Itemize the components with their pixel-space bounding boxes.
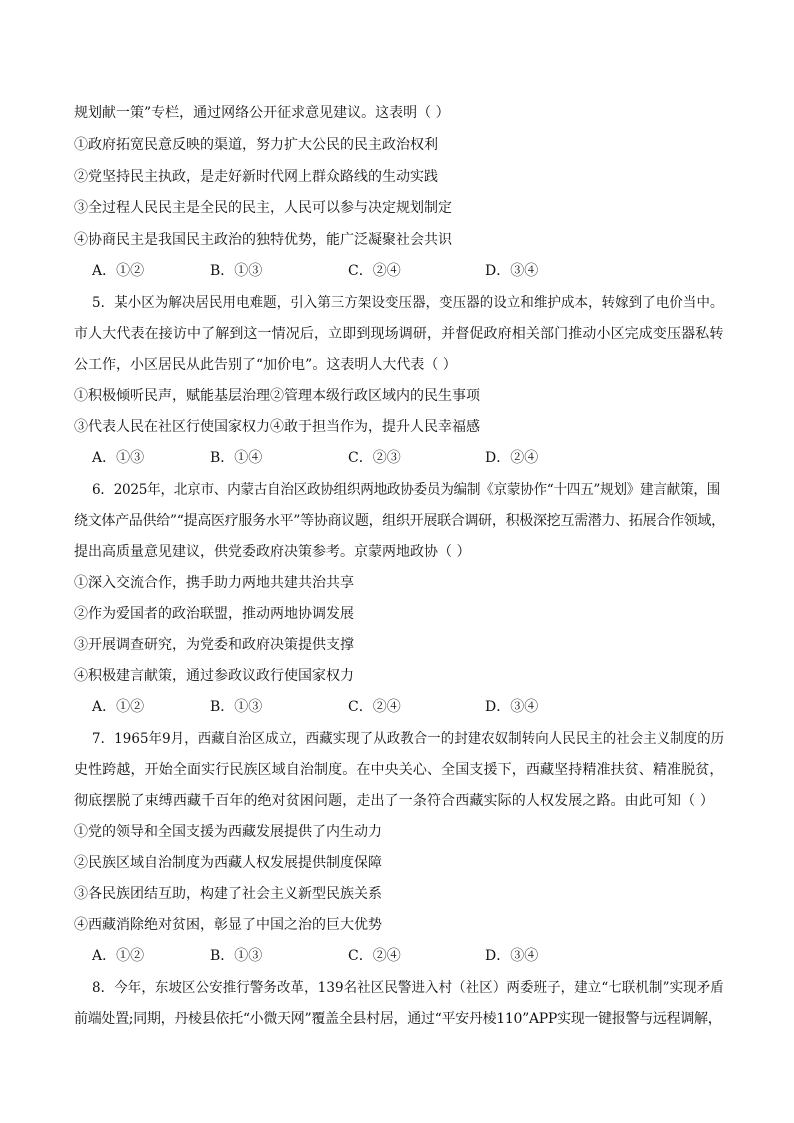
statement-3: ③开展调查研究，为党委和政府决策提供支撑 — [74, 637, 354, 653]
statement-4: ④西藏消除绝对贫困，彰显了中国之治的巨大优势 — [74, 917, 382, 933]
question-4-stem: 规划献一策”专栏，通过网络公开征求意见建议。这表明（ ） — [74, 105, 450, 121]
statement-3-4: ③代表人民在社区行使国家权力④敢于担当作为，提升人民幸福感 — [74, 419, 480, 435]
option-d: D．③④ — [485, 263, 539, 279]
option-a: A．①② — [92, 263, 145, 279]
statement-4: ④积极建言献策，通过参政议政行使国家权力 — [74, 668, 354, 684]
option-a: A．①③ — [92, 450, 145, 466]
option-a: A．①② — [92, 948, 145, 964]
statement-2: ②民族区域自治制度为西藏人权发展提供制度保障 — [74, 855, 382, 871]
option-b: B．①④ — [210, 450, 263, 466]
question-8-stem-cont: 前端处置;同期，丹棱县依托“小微天网”覆盖全县村居，通过“平安丹棱110”APP实现一键报警与远程调解， — [74, 1011, 722, 1027]
option-c: C．②④ — [348, 263, 401, 279]
statement-1: ①党的领导和全国支援为西藏发展提供了内生动力 — [74, 824, 382, 840]
statement-1: ①政府拓宽民意反映的渠道，努力扩大公民的民主政治权利 — [74, 137, 438, 153]
option-a: A．①② — [92, 699, 145, 715]
question-7-stem-cont: 史性跨越，开始全面实行民族区域自治制度。在中央关心、全国支援下，西藏坚持精准扶贫、精准脱贫， — [74, 762, 724, 778]
statement-4: ④协商民主是我国民主政治的独特优势，能广泛凝聚社会共识 — [74, 232, 452, 248]
question-5-stem: 5．某小区为解决居民用电难题，引入第三方架设变压器，变压器的设立和维护成本，转嫁到了电价当中。 — [92, 295, 724, 311]
question-6-stem-end: 提出高质量意见建议，供党委政府决策参考。京蒙两地政协（ ） — [74, 544, 471, 560]
statement-2: ②党坚持民主执政，是走好新时代网上群众路线的生动实践 — [74, 169, 438, 185]
option-c: C．②④ — [348, 699, 401, 715]
option-c: C．②③ — [348, 450, 401, 466]
statement-1: ①深入交流合作，携手助力两地共建共治共享 — [74, 575, 354, 591]
statement-2: ②作为爱国者的政治联盟，推动两地协调发展 — [74, 606, 354, 622]
option-b: B．①③ — [210, 948, 263, 964]
question-7-stem-end: 彻底摆脱了束缚西藏千百年的绝对贫困问题，走出了一条符合西藏实际的人权发展之路。由此可知（ ） — [74, 793, 714, 809]
option-b: B．①③ — [210, 263, 263, 279]
statement-3: ③各民族团结互助，构建了社会主义新型民族关系 — [74, 886, 382, 902]
option-c: C．②④ — [348, 948, 401, 964]
question-7-stem: 7．1965年9月，西藏自治区成立，西藏实现了从政教合一的封建农奴制转向人民民主的社会主义制度的历 — [92, 731, 725, 747]
question-6-stem-cont: 绕文体产品供给”“提高医疗服务水平”等协商议题，组织开展联合调研，积极深挖互需潜力、拓展合作领域， — [74, 513, 725, 529]
statement-3: ③全过程人民民主是全民的民主，人民可以参与决定规划制定 — [74, 200, 452, 216]
option-d: D．③④ — [485, 948, 539, 964]
question-8-stem: 8．今年，东坡区公安推行警务改革，139名社区民警进入村（社区）两委班子，建立“七联机制”实现矛盾 — [92, 980, 724, 996]
option-d: D．②④ — [485, 450, 539, 466]
statement-1-2: ①积极倾听民声，赋能基层治理②管理本级行政区域内的民生事项 — [74, 388, 480, 404]
option-b: B．①③ — [210, 699, 263, 715]
option-d: D．③④ — [485, 699, 539, 715]
question-5-stem-cont: 市人大代表在接访中了解到这一情况后，立即到现场调研，并督促政府相关部门推动小区完成变压器私转 — [74, 326, 724, 342]
question-5-stem-end: 公工作，小区居民从此告别了“加价电”。这表明人大代表（ ） — [74, 357, 457, 373]
question-6-stem: 6．2025年，北京市、内蒙古自治区政协组织两地政协委员为编制《京蒙协作“十四五”规划》建言献策，围 — [92, 482, 720, 498]
